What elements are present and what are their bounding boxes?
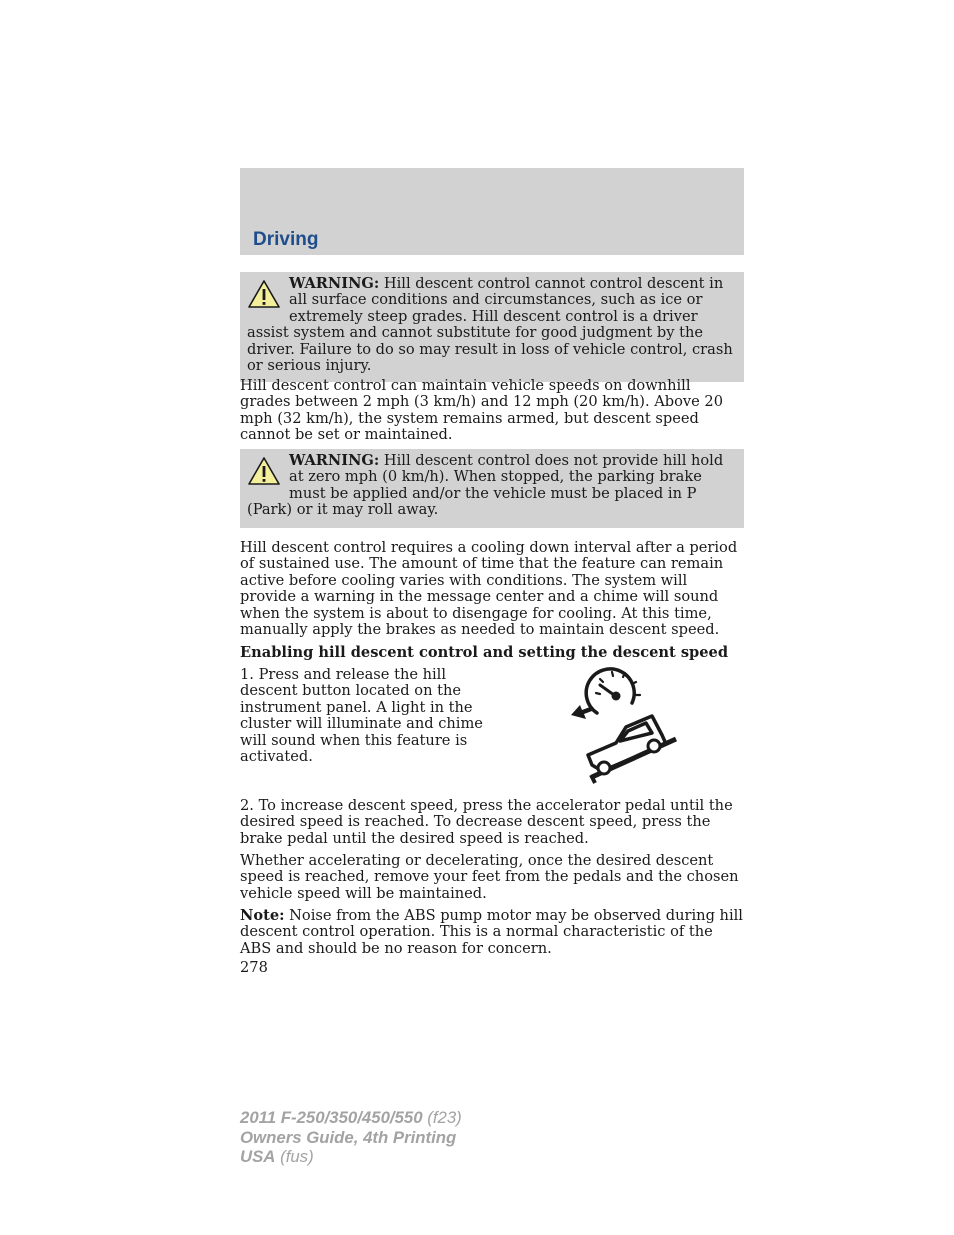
- footer-line-2: Owners Guide, 4th Printing: [240, 1127, 457, 1147]
- section-header: [240, 168, 744, 255]
- step-1: 1. Press and release the hill descent button located on the instrument panel. A light in the cluster will illuminate and chime will sound when this feature is activated.: [240, 666, 483, 766]
- warning-triangle-icon: [247, 456, 281, 486]
- document-footer: [240, 1108, 462, 1167]
- page-number: 278: [240, 959, 268, 976]
- subheading: Enabling hill descent control and setting the descent speed: [240, 644, 729, 661]
- warning-label: WARNING:: [289, 275, 380, 292]
- footer-line-3: USA (fus): [240, 1147, 314, 1166]
- step-2: 2. To increase descent speed, press the accelerator pedal until the desired speed is reached. To decrease descent speed, press the brake pedal until the desired speed is reached.: [240, 797, 733, 847]
- section-title: Driving: [253, 229, 319, 250]
- warning-label: WARNING:: [289, 452, 380, 469]
- warning-text: Hill descent control does not provide hill hold at zero mph (0 km/h). When stopped, the parking brake must be applied and/or the vehicle must be placed in P (Park) or it may roll away.: [247, 452, 724, 519]
- warning-triangle-icon: [247, 279, 281, 309]
- note-paragraph: [240, 908, 744, 957]
- footer-line-1: 2011 F-250/350/450/550 (f23): [240, 1108, 462, 1127]
- maintain-speed-paragraph: Whether accelerating or decelerating, once the desired descent speed is reached, remove your feet from the pedals and the chosen vehicle speed will be maintained.: [240, 852, 739, 902]
- warning-text: Hill descent control cannot control descent in all surface conditions and circumstances, such as ice or extremely steep grades. Hill descent control is a driver assist system and cannot substitute for good judgment by the driver. Failure to do so may result in loss of vehicle control, crash or serious injury.: [247, 275, 733, 375]
- cooling-paragraph: Hill descent control requires a cooling down interval after a period of sustained use. The amount of time that the feature can remain active before cooling varies with conditions. The system will provide a warning in the message center and a chime will sound when the system is about to disengage for cooling. At this time, manually apply the brakes as needed to maintain descent speed.: [240, 539, 738, 639]
- hill-descent-control-icon: [566, 665, 680, 785]
- note-text: Noise from the ABS pump motor may be observed during hill descent control operation. This is a normal characteristic of the ABS and should be no reason for concern.: [240, 907, 743, 957]
- warning-box-hill-descent-limits: [240, 272, 744, 382]
- note-label: Note:: [240, 907, 285, 924]
- speed-range-paragraph: Hill descent control can maintain vehicle speeds on downhill grades between 2 mph (3 km/h) and 12 mph (20 km/h). Above 20 mph (32 km/h), the system remains armed, but descent speed cannot be set or maintained.: [240, 377, 723, 444]
- warning-box-hill-hold: [240, 449, 744, 528]
